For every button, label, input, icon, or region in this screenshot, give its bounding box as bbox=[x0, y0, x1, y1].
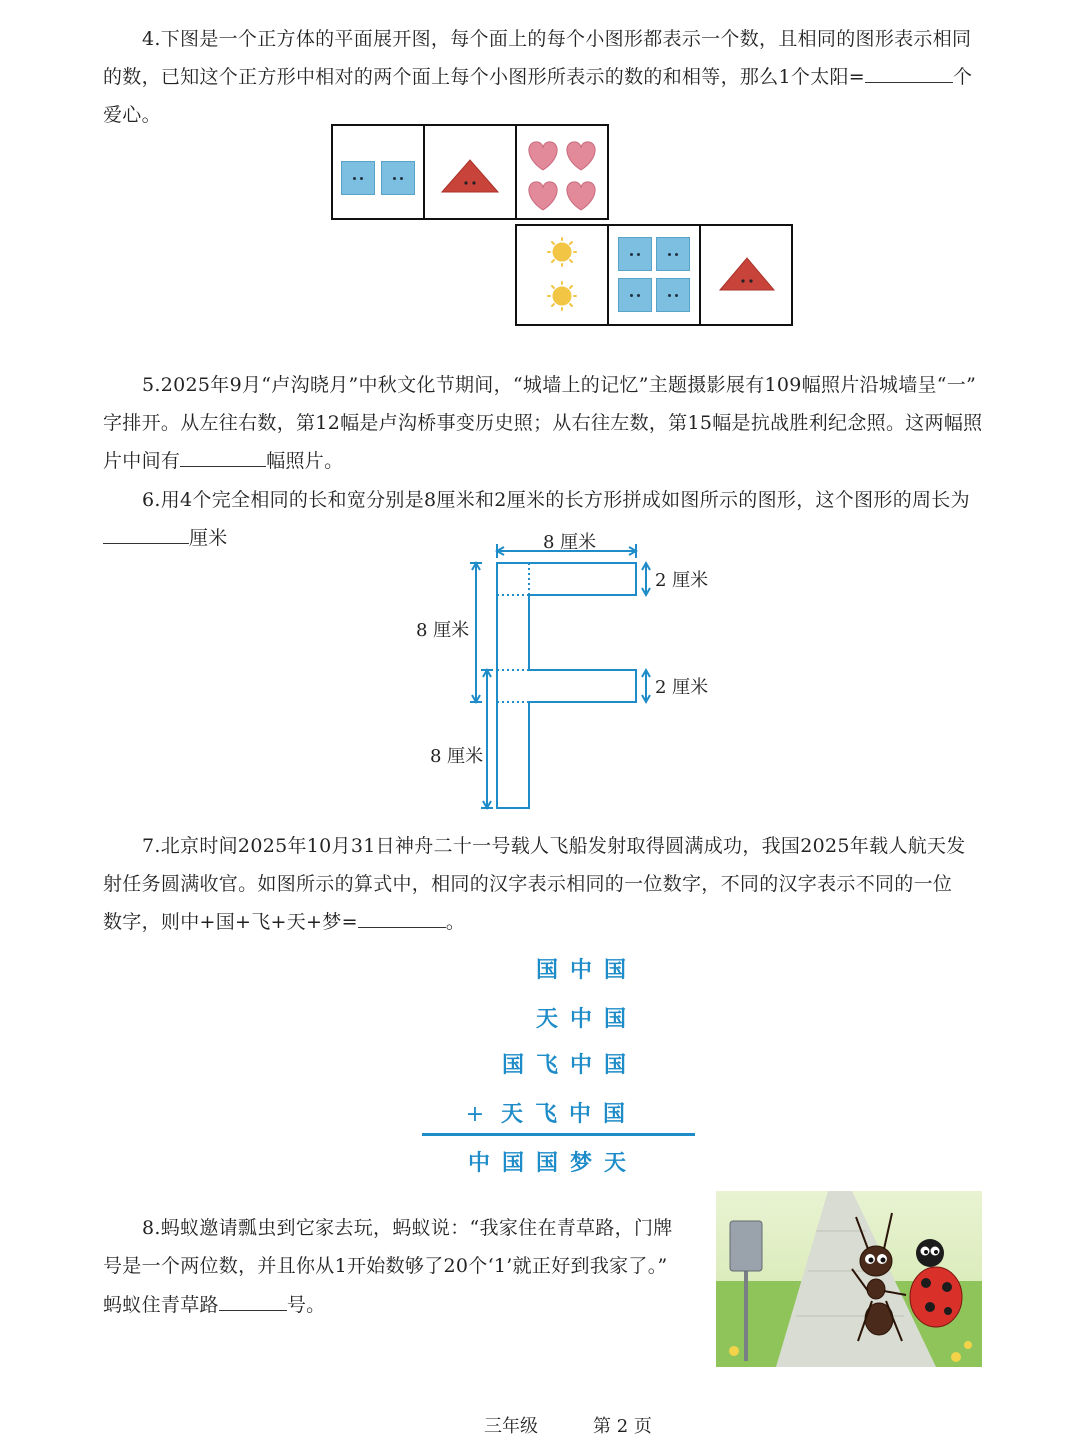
digit-char: 国 bbox=[535, 1151, 558, 1176]
dim-left-upper: 8 厘米 bbox=[416, 620, 470, 641]
square-shape bbox=[656, 278, 690, 312]
net-face-four-squares bbox=[607, 224, 701, 326]
digit-char: 中 bbox=[569, 958, 592, 983]
q4-line1: 4.下图是一个正方体的平面展开图，每个面上的每个小图形都表示一个数，且相同的图形表示相同 bbox=[142, 28, 972, 50]
square-shape bbox=[618, 237, 652, 271]
digit-char: 国 bbox=[501, 1053, 524, 1078]
q4-line2-text: 的数，已知这个正方形中相对的两个面上每个小图形所表示的数的和相等，那么1个太阳= bbox=[103, 66, 866, 88]
sum-line bbox=[422, 1133, 695, 1136]
q4-line3: 爱心。 bbox=[103, 104, 161, 126]
digit-char: 国 bbox=[501, 1151, 524, 1176]
square-shape bbox=[656, 237, 690, 271]
q7-line3-end: 。 bbox=[445, 911, 466, 933]
q7-line3-text: 数字，则中+国+飞+天+梦= bbox=[103, 911, 358, 933]
digit-char: 中 bbox=[569, 1007, 592, 1032]
digit-char: 中 bbox=[568, 1102, 591, 1127]
digit-char: 国 bbox=[535, 958, 558, 983]
addend-row-4 bbox=[455, 1097, 631, 1128]
ant-ladybug-illustration bbox=[716, 1191, 982, 1367]
dim-left-lower: 8 厘米 bbox=[430, 746, 484, 767]
q8-answer-blank[interactable] bbox=[219, 1286, 287, 1311]
q7-line3 bbox=[103, 903, 465, 941]
digit-char: 中 bbox=[569, 1053, 592, 1078]
triangle-shape bbox=[699, 224, 793, 326]
q6-line2-unit: 厘米 bbox=[189, 527, 228, 549]
digit-char: 天 bbox=[603, 1151, 626, 1176]
dim-right-top: 2 厘米 bbox=[655, 570, 709, 591]
square-shape bbox=[381, 161, 415, 195]
net-face-two-suns bbox=[515, 224, 609, 326]
digit-char: 飞 bbox=[535, 1053, 558, 1078]
q5-line3-end: 幅照片。 bbox=[266, 450, 344, 472]
digit-char: 国 bbox=[603, 958, 626, 983]
q7-answer-blank[interactable] bbox=[358, 903, 446, 928]
q8-line3-text: 蚂蚁住青草路 bbox=[103, 1294, 219, 1316]
sun-shape bbox=[515, 224, 609, 326]
dim-top: 8 厘米 bbox=[543, 532, 597, 553]
q8-line2: 号是一个两位数，并且你从1开始数够了20个‘1’就正好到我家了。” bbox=[103, 1255, 668, 1277]
q5-answer-blank[interactable] bbox=[180, 442, 266, 467]
digit-char: 国 bbox=[602, 1102, 625, 1127]
footer-page-number: 第 2 页 bbox=[593, 1416, 652, 1437]
net-face-triangle-2 bbox=[699, 224, 793, 326]
sum-row bbox=[462, 1146, 632, 1177]
q5-line1: 5.2025年9月“卢沟晓月”中秋文化节期间，“城墙上的记忆”主题摄影展有109幅照片沿城墙呈“一” bbox=[142, 374, 977, 396]
q5-line3 bbox=[103, 442, 343, 480]
cube-net bbox=[331, 124, 795, 326]
digit-char: 天 bbox=[535, 1007, 558, 1032]
q8-line3-end: 号。 bbox=[286, 1294, 326, 1316]
q4-line2-end: 个 bbox=[953, 66, 973, 88]
footer-grade: 三年级 bbox=[484, 1416, 538, 1437]
digit-char: 天 bbox=[500, 1102, 523, 1127]
digit-char: 中 bbox=[467, 1151, 490, 1176]
digit-char: 国 bbox=[603, 1053, 626, 1078]
net-face-four-hearts bbox=[515, 124, 609, 220]
q7-line2: 射任务圆满收官。如图所示的算式中，相同的汉字表示相同的一位数字，不同的汉字表示不同的一位 bbox=[103, 873, 953, 895]
q7-line1: 7.北京时间2025年10月31日神舟二十一号载人飞船发射取得圆满成功，我国2025年载人航天发 bbox=[142, 835, 966, 857]
dim-right-middle: 2 厘米 bbox=[655, 677, 709, 698]
square-shape bbox=[618, 278, 652, 312]
digit-char: 国 bbox=[603, 1007, 626, 1032]
q5-line2: 字排开。从左往右数，第12幅是卢沟桥事变历史照；从右往左数，第15幅是抗战胜利纪念照。这两幅照 bbox=[103, 412, 983, 434]
square-shape bbox=[341, 161, 375, 195]
q6-line2 bbox=[103, 519, 228, 557]
net-face-two-squares bbox=[331, 124, 425, 220]
q8-line3 bbox=[103, 1286, 325, 1324]
q4-answer-blank[interactable] bbox=[865, 58, 953, 83]
hearts-shape bbox=[515, 124, 609, 220]
addend-row-3 bbox=[496, 1048, 632, 1079]
net-face-triangle bbox=[423, 124, 517, 220]
q6-answer-blank[interactable] bbox=[103, 519, 189, 544]
q5-line3-text: 片中间有 bbox=[103, 450, 181, 472]
q6-line1: 6.用4个完全相同的长和宽分别是8厘米和2厘米的长方形拼成如图所示的图形，这个图形的周长为 bbox=[142, 489, 970, 511]
addend-row-2 bbox=[530, 1002, 632, 1033]
q4-line2 bbox=[103, 58, 972, 96]
digit-char: 梦 bbox=[569, 1151, 592, 1176]
plus-sign: + bbox=[465, 1102, 485, 1127]
addend-row-1 bbox=[530, 953, 632, 984]
triangle-shape bbox=[423, 124, 517, 220]
digit-char: 飞 bbox=[534, 1102, 557, 1127]
q8-line1: 8.蚂蚁邀请瓢虫到它家去玩，蚂蚁说：“我家住在青草路，门牌 bbox=[142, 1217, 673, 1239]
